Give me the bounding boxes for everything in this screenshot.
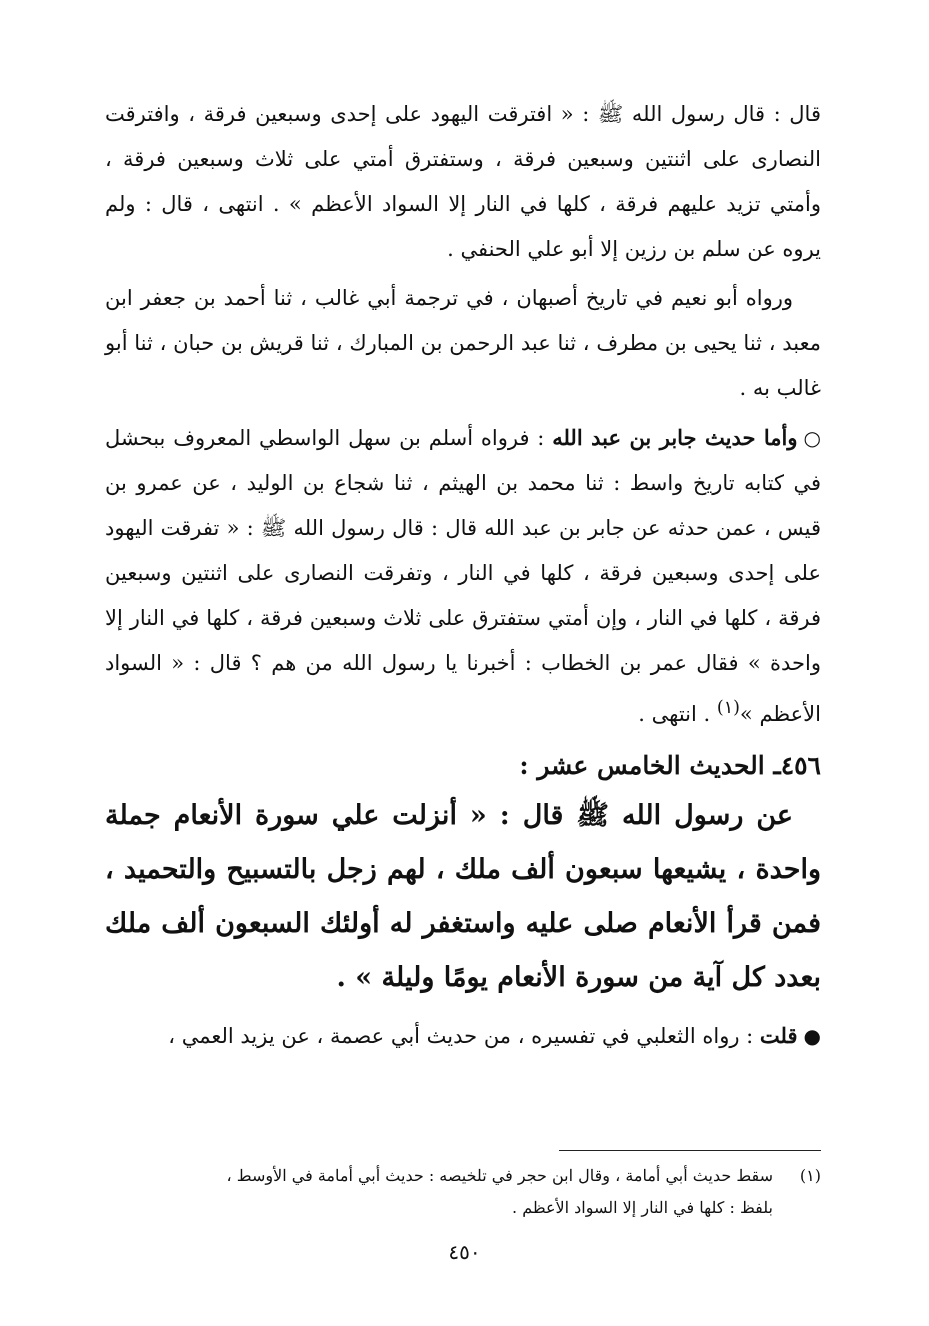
paragraph-2-text: ورواه أبو نعيم في تاريخ أصبهان ، في ترجمة أبي غالب ، ثنا أحمد بن جعفر ابن معبد ، ثنا يحيى بن مطرف ، ثنا عبد الرحمن بن المبارك ، ثنا قريش بن حبان ، ثنا أبو غالب به . bbox=[105, 286, 821, 400]
page-body bbox=[105, 92, 821, 1059]
footnote-line-1: سقط حديث أبي أمامة ، وقال ابن حجر في تلخيصه : حديث أبي أمامة في الأوسط ، bbox=[226, 1166, 773, 1185]
footnote-number: (١) bbox=[799, 1166, 821, 1185]
paragraph-3-end: . انتهى . bbox=[638, 702, 717, 726]
footnotes bbox=[105, 1160, 821, 1224]
paragraph-4-lead: قلت bbox=[759, 1023, 798, 1048]
paragraph-4 bbox=[105, 1013, 821, 1059]
page-number: ٤٥٠ bbox=[448, 1240, 481, 1264]
paragraph-3 bbox=[105, 415, 821, 737]
hollow-circle-icon: ○ bbox=[803, 426, 821, 450]
hadith-heading: ٤٥٦ـ الحديث الخامس عشر : bbox=[519, 751, 821, 780]
paragraph-4-text: : رواه الثعلبي في تفسيره ، من حديث أبي عصمة ، عن يزيد العمي ، bbox=[168, 1024, 760, 1048]
filled-circle-icon: ● bbox=[803, 1024, 821, 1048]
footnote-1-continued bbox=[105, 1192, 821, 1224]
footnote-divider bbox=[559, 1150, 821, 1151]
paragraph-1-text: قال : قال رسول الله ﷺ : « افترقت اليهود على إحدى وسبعين فرقة ، وافترقت النصارى على اثنتين وسبعين فرقة ، وستفترق أمتي على ثلاث وسبعين فرقة ، وأمتي تزيد عليهم فرقة ، كلها في النار إلا السواد الأعظم » . انتهى ، قال : ولم يروه عن سلم بن رزين إلا أبو علي الحنفي . bbox=[105, 102, 821, 261]
footnote-line-2: بلفظ : كلها في النار إلا السواد الأعظم . bbox=[512, 1198, 773, 1217]
hadith-text: عن رسول الله ﷺ قال : « أنزلت علي سورة الأنعام جملة واحدة ، يشيعها سبعون ألف ملك ، لهم زجل بالتسبيح والتحميد ، فمن قرأ الأنعام صلى عليه واستغفر له أولئك السبعون ألف ملك بعدد كل آية من سورة الأنعام يومًا وليلة » . bbox=[105, 800, 821, 993]
footnote-1 bbox=[105, 1160, 821, 1192]
paragraph-3-lead: وأما حديث جابر بن عبد الله bbox=[552, 425, 798, 450]
footnote-reference[interactable]: (١) bbox=[716, 698, 740, 718]
paragraph-3-text: : فرواه أسلم بن سهل الواسطي المعروف ببحشل في كتابه تاريخ واسط : ثنا محمد بن الهيثم ، ثنا شجاع بن الوليد ، عن عمرو بن قيس ، عمن حدثه عن جابر بن عبد الله قال : قال رسول الله ﷺ : « تفرقت اليهود على إحدى وسبعين فرقة ، كلها في النار ، وتفرقت النصارى على اثنتين وسبعين فرقة ، كلها في النار ، وإن أمتي ستفترق على ثلاث وسبعين فرقة ، كلها في النار إلا واحدة » فقال عمر بن الخطاب : أخبرنا يا رسول الله من هم ؟ قال : « السواد الأعظم » bbox=[105, 426, 821, 726]
paragraph-2 bbox=[105, 276, 821, 411]
paragraph-1 bbox=[105, 92, 821, 272]
